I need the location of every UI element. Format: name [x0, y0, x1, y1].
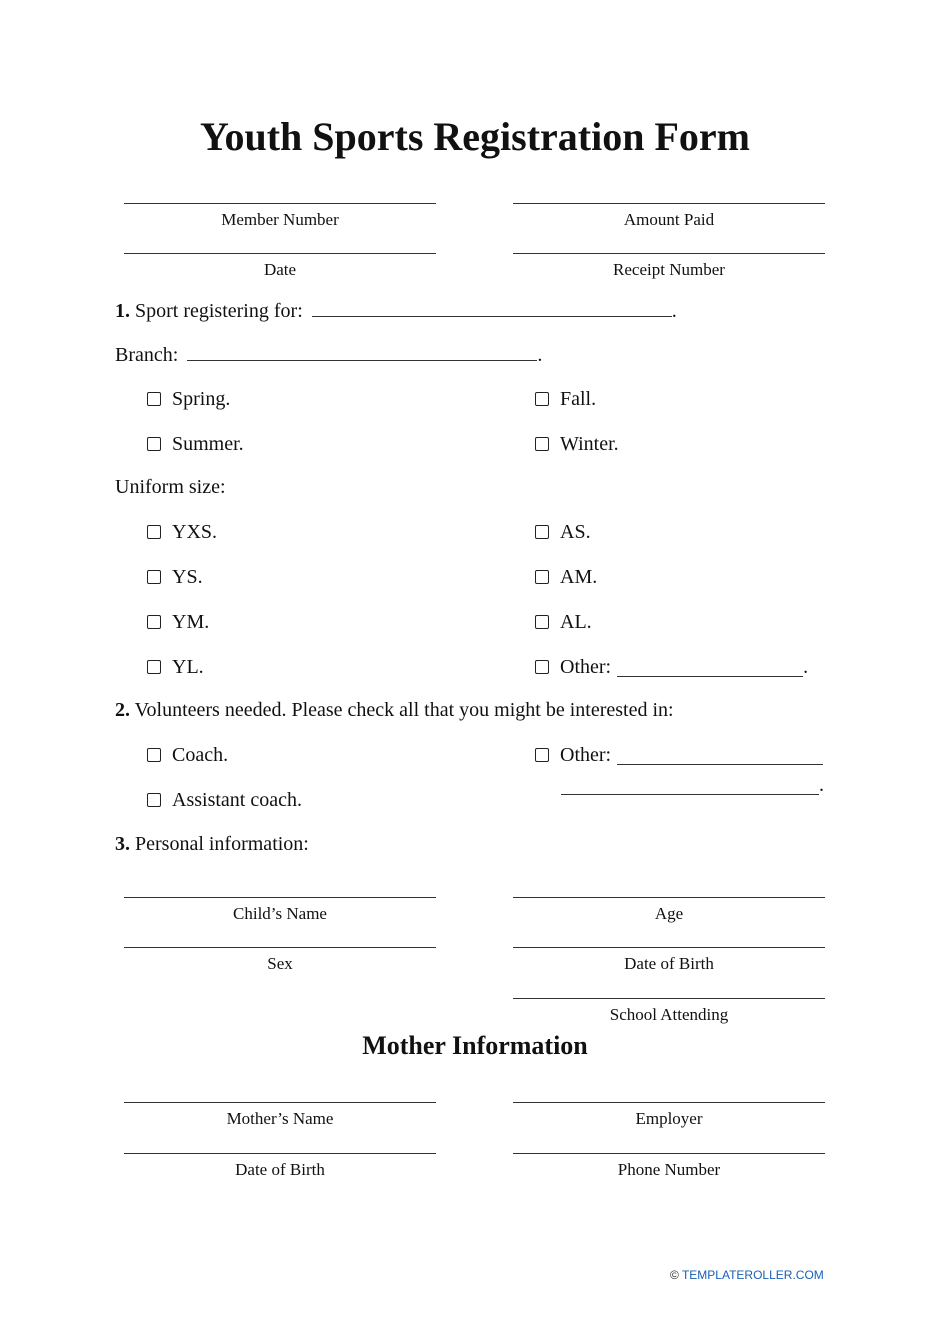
school-attending-line[interactable] — [513, 981, 825, 999]
season-option-summer[interactable] — [147, 432, 244, 456]
volunteers-label: Volunteers needed. Please check all that you might be interested in: — [134, 699, 674, 721]
mother-date-of-birth-field[interactable] — [124, 1136, 436, 1180]
member-number-line[interactable] — [124, 186, 436, 204]
size-option-am[interactable] — [535, 565, 597, 589]
checkbox-icon[interactable] — [147, 748, 161, 762]
size-option-other[interactable]: Other: . — [535, 655, 808, 679]
option-label: YXS. — [172, 521, 218, 543]
branch-question: Branch: . — [115, 344, 543, 366]
other-volunteer-continuation: . — [561, 773, 824, 797]
question-number: 1. — [115, 300, 130, 322]
option-label: Other: — [560, 744, 612, 766]
personal-info-label: Personal information: — [135, 833, 309, 855]
mother-date-of-birth-line[interactable] — [124, 1136, 436, 1154]
child-date-of-birth-field[interactable] — [513, 930, 825, 974]
volunteer-option-other[interactable] — [535, 743, 823, 767]
phone-number-line[interactable] — [513, 1136, 825, 1154]
mother-date-of-birth-label: Date of Birth — [235, 1160, 325, 1179]
season-option-fall[interactable] — [535, 387, 596, 411]
volunteer-option-coach[interactable] — [147, 743, 228, 767]
question-number: 2. — [115, 699, 130, 721]
checkbox-icon[interactable] — [535, 615, 549, 629]
option-label: YS. — [172, 566, 203, 588]
employer-field[interactable] — [513, 1085, 825, 1129]
date-field[interactable] — [124, 236, 436, 280]
checkbox-icon[interactable] — [535, 570, 549, 584]
employer-label: Employer — [635, 1109, 703, 1128]
size-option-al[interactable] — [535, 610, 592, 634]
option-label: YL. — [172, 656, 204, 678]
age-field[interactable] — [513, 880, 825, 924]
checkbox-icon[interactable] — [147, 437, 161, 451]
checkbox-icon[interactable] — [535, 525, 549, 539]
size-option-yl[interactable] — [147, 655, 204, 679]
option-label: Assistant coach. — [172, 789, 302, 811]
mothers-name-field[interactable] — [124, 1085, 436, 1129]
sport-question: 1. Sport registering for: . — [115, 300, 677, 322]
checkbox-icon[interactable] — [147, 793, 161, 807]
branch-input-line[interactable] — [187, 342, 537, 361]
mother-information-heading: Mother Information — [362, 1031, 588, 1060]
option-label: Summer. — [172, 433, 244, 455]
question-number: 3. — [115, 833, 130, 855]
checkbox-icon[interactable] — [535, 437, 549, 451]
option-label: AM. — [560, 566, 598, 588]
sex-field[interactable] — [124, 930, 436, 974]
amount-paid-label: Amount Paid — [623, 210, 715, 229]
childs-name-field[interactable] — [124, 880, 436, 924]
receipt-number-line[interactable] — [513, 236, 825, 254]
volunteer-option-assistant-coach[interactable] — [147, 788, 302, 812]
childs-name-line[interactable] — [124, 880, 436, 898]
checkbox-icon[interactable] — [535, 660, 549, 674]
other-volunteer-input-line-2[interactable] — [561, 776, 819, 795]
footer-watermark — [670, 1267, 824, 1283]
date-line[interactable] — [124, 236, 436, 254]
volunteers-question — [115, 698, 674, 722]
option-label: YM. — [172, 611, 210, 633]
sex-label: Sex — [267, 954, 293, 973]
checkbox-icon[interactable] — [147, 392, 161, 406]
sport-label: Sport registering for: — [135, 300, 303, 322]
checkbox-icon[interactable] — [147, 570, 161, 584]
size-option-ys[interactable] — [147, 565, 203, 589]
receipt-number-field[interactable] — [513, 236, 825, 280]
child-date-of-birth-line[interactable] — [513, 930, 825, 948]
phone-number-field[interactable] — [513, 1136, 825, 1180]
copyright-icon: © — [670, 1268, 679, 1282]
sex-line[interactable] — [124, 930, 436, 948]
school-attending-label: School Attending — [609, 1005, 729, 1024]
checkbox-icon[interactable] — [535, 392, 549, 406]
other-size-input-line[interactable] — [617, 658, 803, 677]
option-label: Winter. — [560, 433, 619, 455]
size-option-ym[interactable] — [147, 610, 209, 634]
uniform-size-label: Uniform size: — [115, 476, 226, 498]
checkbox-icon[interactable] — [147, 660, 161, 674]
season-option-winter[interactable] — [535, 432, 619, 456]
member-number-label: Member Number — [221, 210, 339, 229]
childs-name-label: Child’s Name — [233, 904, 327, 923]
option-label: Coach. — [172, 744, 229, 766]
option-label: Spring. — [172, 388, 231, 410]
receipt-number-label: Receipt Number — [613, 260, 725, 279]
size-option-yxs[interactable] — [147, 520, 217, 544]
form-title: Youth Sports Registration Form — [200, 114, 750, 159]
option-label: AL. — [560, 611, 592, 633]
age-line[interactable] — [513, 880, 825, 898]
phone-number-label: Phone Number — [617, 1160, 721, 1179]
member-number-field[interactable] — [124, 186, 436, 230]
footer-site-link[interactable]: TEMPLATEROLLER.COM — [681, 1268, 824, 1282]
mothers-name-line[interactable] — [124, 1085, 436, 1103]
age-label: Age — [654, 904, 684, 923]
amount-paid-line[interactable] — [513, 186, 825, 204]
checkbox-icon[interactable] — [147, 615, 161, 629]
school-attending-field[interactable] — [513, 981, 825, 1025]
amount-paid-field[interactable] — [513, 186, 825, 230]
size-option-as[interactable] — [535, 520, 591, 544]
season-option-spring[interactable] — [147, 387, 230, 411]
mothers-name-label: Mother’s Name — [226, 1109, 334, 1128]
option-label: AS. — [560, 521, 591, 543]
option-label: Fall. — [560, 388, 597, 410]
branch-label: Branch: — [115, 344, 179, 366]
checkbox-icon[interactable] — [535, 748, 549, 762]
sport-input-line[interactable] — [312, 298, 672, 317]
checkbox-icon[interactable] — [147, 525, 161, 539]
child-date-of-birth-label: Date of Birth — [624, 954, 714, 973]
other-volunteer-input-line[interactable] — [617, 746, 823, 765]
option-label: Other: — [560, 656, 612, 678]
personal-info-question — [115, 832, 309, 856]
date-label: Date — [263, 260, 297, 279]
employer-line[interactable] — [513, 1085, 825, 1103]
